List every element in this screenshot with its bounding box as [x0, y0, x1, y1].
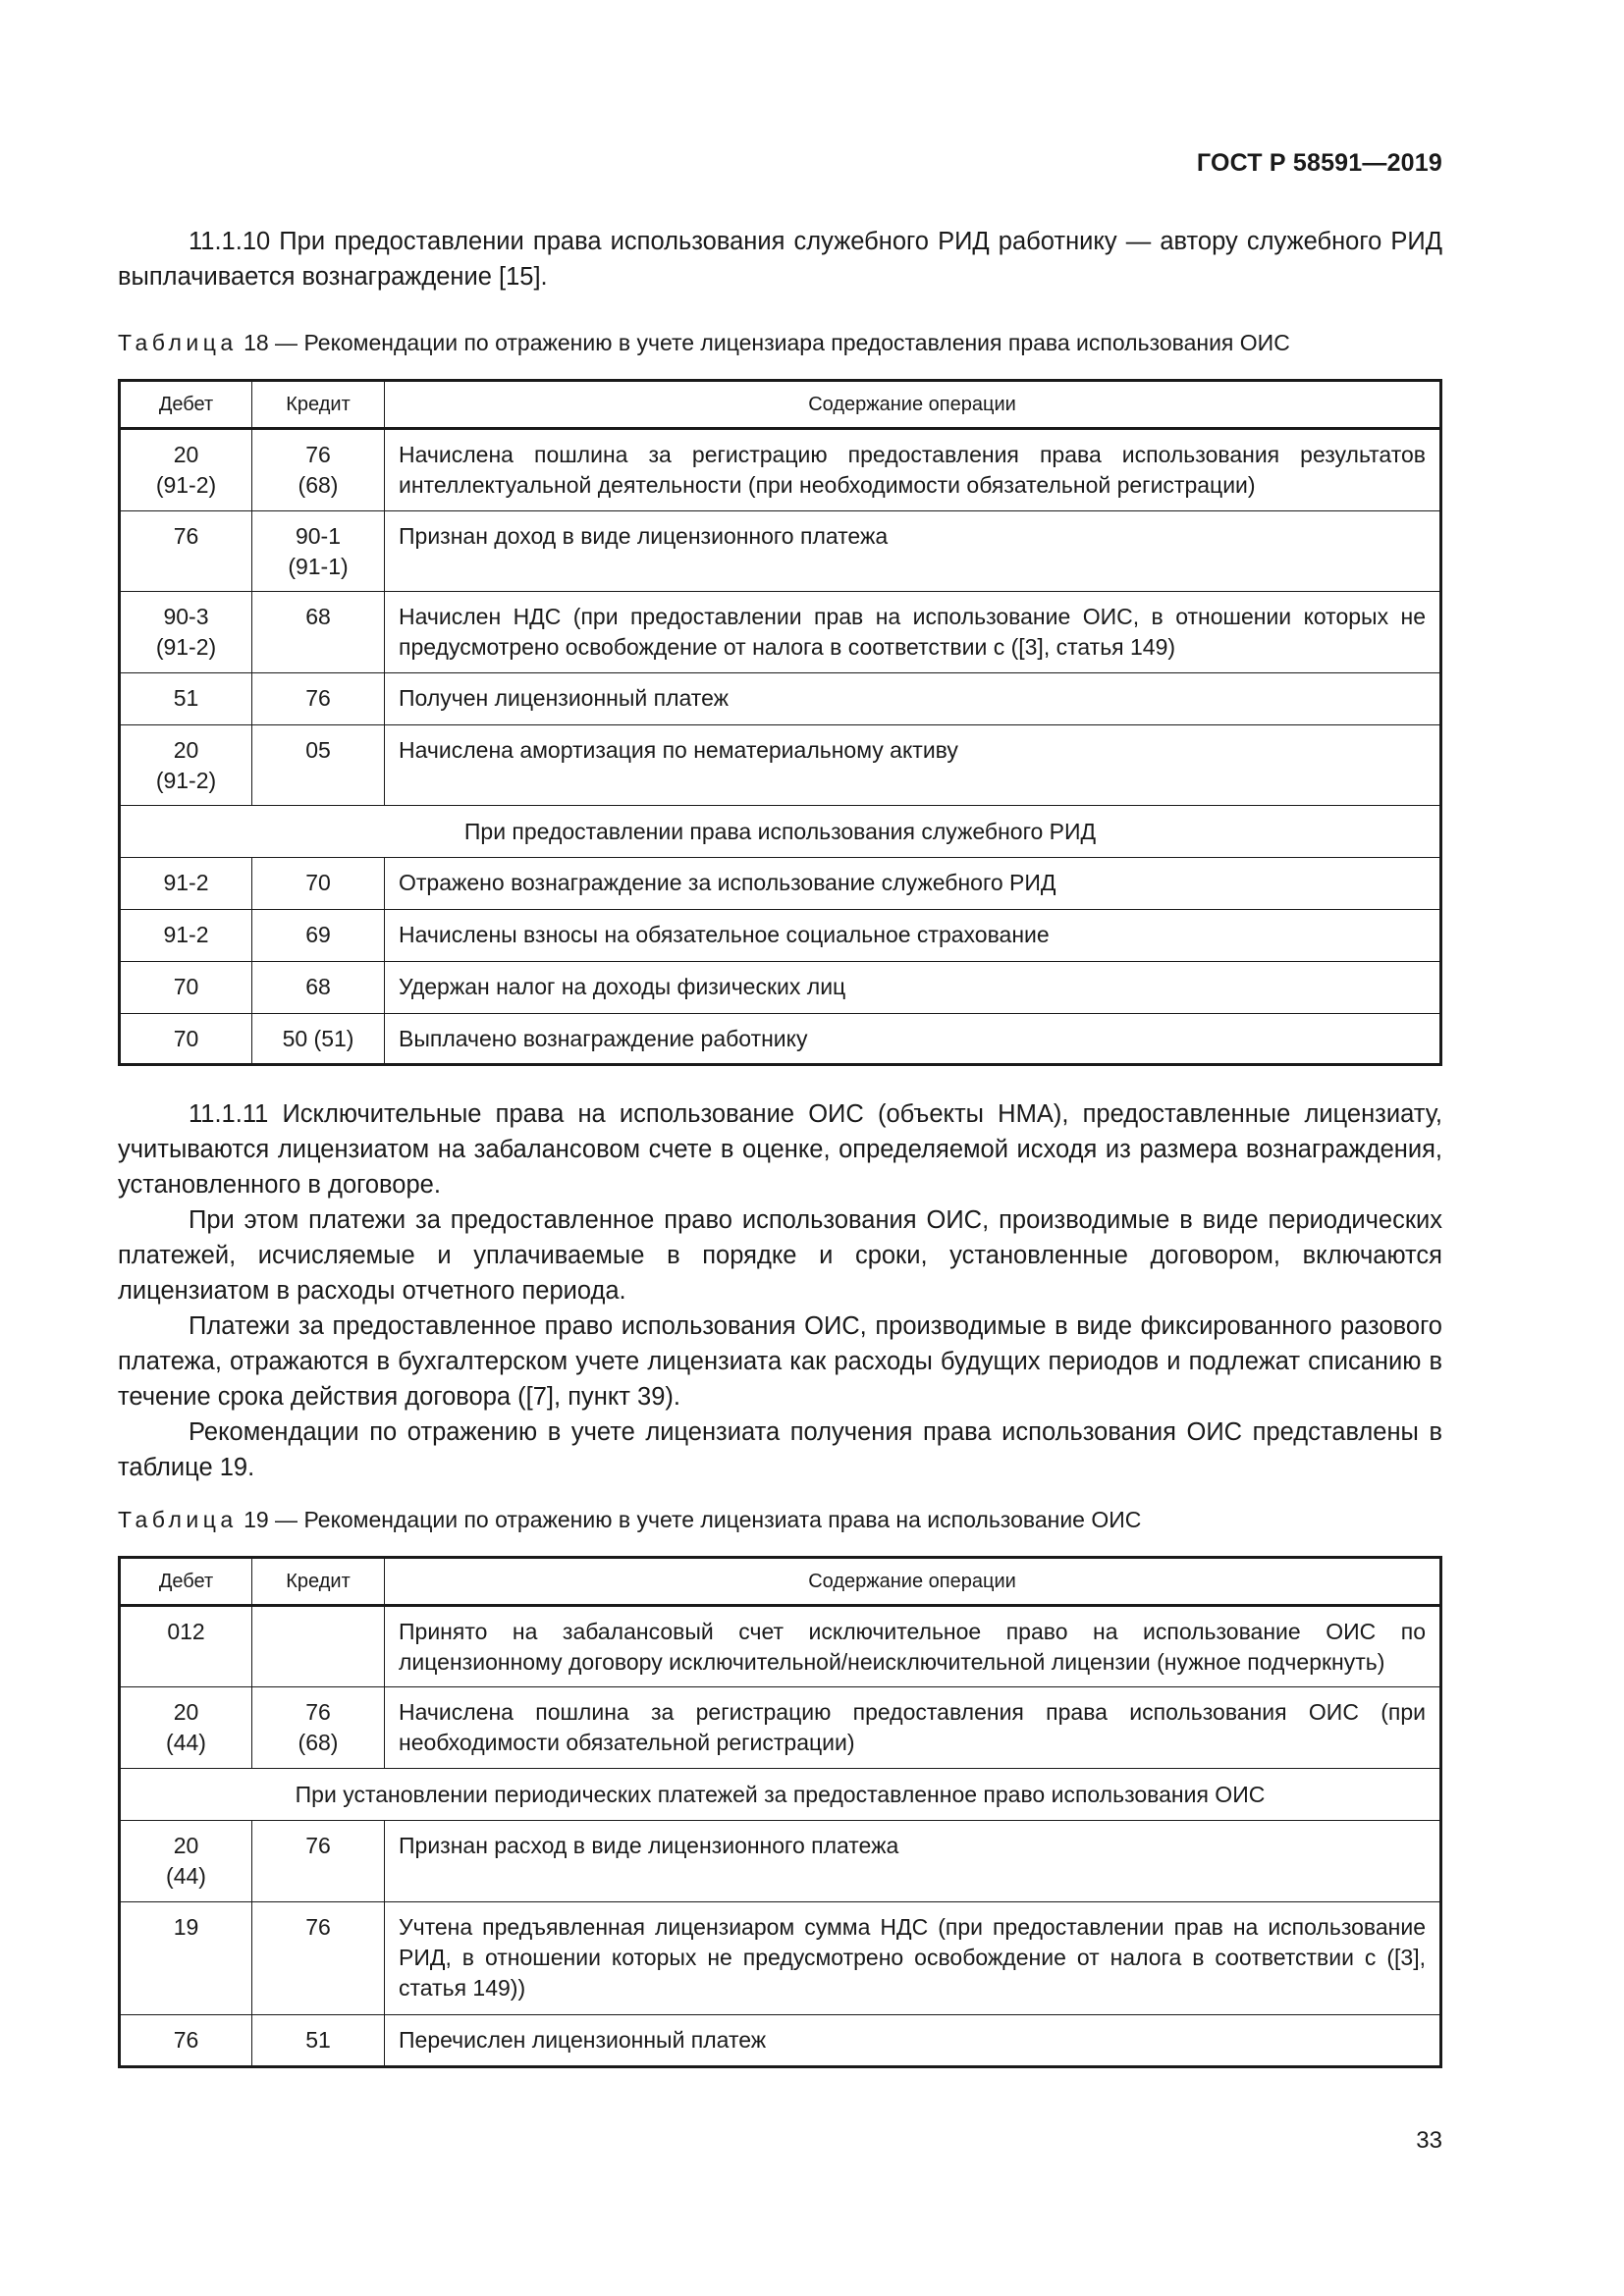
- debit-cell: 91-2: [120, 858, 252, 910]
- table-row: [120, 910, 1441, 962]
- content-cell: Отражено вознаграждение за использование служебного РИД: [385, 858, 1441, 910]
- table-row: [120, 673, 1441, 725]
- credit-cell: 51: [252, 2015, 385, 2067]
- credit-cell: 76: [252, 1902, 385, 2015]
- table-row: [120, 429, 1441, 511]
- credit-value: 76 (68): [298, 442, 339, 498]
- paragraphs-11-1-11: [118, 1096, 1442, 1485]
- credit-cell: 50 (51): [252, 1014, 385, 1065]
- content-cell: Начислена пошлина за регистрацию предоставления права использования ОИС (при необходимости обязательной регистрации): [385, 1687, 1441, 1769]
- paragraph-text: 11.1.11 Исключительные права на использование ОИС (объекты НМА), предоставленные лицензиату, учитываются лицензиатом на забалансовом счете в оценке, определяемой исходя из размера вознаграждения, установленного в договоре.: [118, 1100, 1442, 1199]
- credit-cell: 69: [252, 910, 385, 962]
- table-section-row: [120, 1769, 1441, 1821]
- debit-cell: 76: [120, 2015, 252, 2067]
- credit-cell: [252, 673, 385, 725]
- credit-cell: [252, 511, 385, 592]
- debit-value: 20 (44): [166, 1699, 206, 1755]
- table-header-row: [120, 1558, 1441, 1606]
- credit-cell: [252, 725, 385, 806]
- credit-value: 76 (68): [298, 1699, 339, 1755]
- table-caption-label: Таблица: [118, 1507, 238, 1532]
- content-cell: Выплачено вознаграждение работнику: [385, 1014, 1441, 1065]
- content-cell: Перечислен лицензионный платеж: [385, 2015, 1441, 2067]
- debit-cell: [120, 429, 252, 511]
- credit-value: 05: [305, 737, 331, 763]
- debit-value: 012: [167, 1619, 205, 1644]
- content-cell: Начислены взносы на обязательное социальное страхование: [385, 910, 1441, 962]
- table-row: [120, 962, 1441, 1014]
- debit-cell: 70: [120, 962, 252, 1014]
- debit-value: 76: [173, 523, 199, 549]
- credit-cell: [252, 1821, 385, 1902]
- content-cell: Признан доход в виде лицензионного платежа: [385, 511, 1441, 592]
- debit-value: 51: [173, 685, 199, 711]
- header-debit: Дебет: [120, 381, 252, 429]
- debit-value: 20 (44): [166, 1833, 206, 1889]
- header-content: Содержание операции: [385, 381, 1441, 429]
- credit-cell: [252, 1606, 385, 1687]
- table-caption-label: Таблица: [118, 330, 238, 355]
- page-number: 33: [1416, 2127, 1442, 2154]
- table19-caption: [118, 1505, 1453, 1534]
- table-row: [120, 1821, 1441, 1902]
- credit-cell: [252, 429, 385, 511]
- debit-value: 20 (91-2): [155, 442, 217, 498]
- debit-value: 20 (91-2): [155, 737, 217, 793]
- table-row: [120, 511, 1441, 592]
- content-cell: Принято на забалансовый счет исключительное право на использование ОИС по лицензионному договору исключительной/неисключительной лицензии (нужное подчеркнуть): [385, 1606, 1441, 1687]
- header-content: Содержание операции: [385, 1558, 1441, 1606]
- content-cell: Начислена пошлина за регистрацию предоставления права использования результатов интеллектуальной деятельности (при необходимости обязательной регистрации): [385, 429, 1441, 511]
- paragraph-text: Платежи за предоставленное право использования ОИС, производимые в виде фиксированного разового платежа, отражаются в бухгалтерском учете лицензиата как расходы будущих периодов и подлежат списанию в течение срока действия договора ([7], пункт 39).: [118, 1312, 1442, 1411]
- table-row: [120, 592, 1441, 673]
- debit-cell: [120, 592, 252, 673]
- table-row: [120, 1902, 1441, 2015]
- credit-cell: [252, 592, 385, 673]
- table-row: [120, 725, 1441, 806]
- header-debit: Дебет: [120, 1558, 252, 1606]
- credit-cell: 70: [252, 858, 385, 910]
- credit-cell: [252, 1687, 385, 1769]
- paragraph-11-1-10: [118, 224, 1442, 294]
- standard-code: ГОСТ Р 58591—2019: [1196, 149, 1442, 177]
- content-cell: Удержан налог на доходы физических лиц: [385, 962, 1441, 1014]
- content-cell: Получен лицензионный платеж: [385, 673, 1441, 725]
- content-cell: Учтена предъявленная лицензиаром сумма НДС (при предоставлении прав на использование РИД, в отношении которых не предусмотрено освобождение от налога в соответствии с ([3], статья 149)): [385, 1902, 1441, 2015]
- table19: [118, 1556, 1442, 2068]
- table-row: [120, 2015, 1441, 2067]
- table-header-row: [120, 381, 1441, 429]
- debit-cell: [120, 673, 252, 725]
- paragraph-text: 11.1.10 При предоставлении права использования служебного РИД работнику — автору служебного РИД выплачивается вознаграждение [15].: [118, 228, 1442, 291]
- section-heading: При установлении периодических платежей за предоставленное право использования ОИС: [120, 1769, 1441, 1821]
- debit-cell: 19: [120, 1902, 252, 2015]
- content-cell: Начислена амортизация по нематериальному активу: [385, 725, 1441, 806]
- debit-cell: [120, 1821, 252, 1902]
- table-section-row: [120, 806, 1441, 858]
- credit-value: 76: [305, 1833, 331, 1858]
- paragraph-text: Рекомендации по отражению в учете лицензиата получения права использования ОИС представлены в таблице 19.: [118, 1418, 1442, 1481]
- header-credit: Кредит: [252, 1558, 385, 1606]
- table-row: [120, 1014, 1441, 1065]
- credit-value: 68: [305, 604, 331, 629]
- header-credit: Кредит: [252, 381, 385, 429]
- content-cell: Начислен НДС (при предоставлении прав на использование ОИС, в отношении которых не предусмотрено освобождение от налога в соответствии с ([3], статья 149): [385, 592, 1441, 673]
- paragraph-text: При этом платежи за предоставленное право использования ОИС, производимые в виде периодических платежей, исчисляемые и уплачиваемые в порядке и сроки, установленные договором, включаются лицензиатом в расходы отчетного периода.: [118, 1206, 1442, 1305]
- table-row: [120, 1606, 1441, 1687]
- credit-value: 76: [305, 685, 331, 711]
- table-row: [120, 1687, 1441, 1769]
- debit-cell: 70: [120, 1014, 252, 1065]
- debit-value: 90-3 (91-2): [155, 604, 217, 660]
- credit-value: 90-1 (91-1): [288, 523, 349, 579]
- debit-cell: [120, 1606, 252, 1687]
- debit-cell: [120, 511, 252, 592]
- debit-cell: [120, 1687, 252, 1769]
- content-cell: Признан расход в виде лицензионного платежа: [385, 1821, 1441, 1902]
- debit-cell: 91-2: [120, 910, 252, 962]
- table-caption-text: 18 — Рекомендации по отражению в учете лицензиара предоставления права использования ОИС: [244, 330, 1290, 355]
- section-heading: При предоставлении права использования служебного РИД: [120, 806, 1441, 858]
- table-caption-text: 19 — Рекомендации по отражению в учете лицензиата права на использование ОИС: [244, 1507, 1142, 1532]
- table18: [118, 379, 1442, 1066]
- table18-caption: [118, 328, 1453, 357]
- debit-cell: [120, 725, 252, 806]
- credit-cell: 68: [252, 962, 385, 1014]
- table-row: [120, 858, 1441, 910]
